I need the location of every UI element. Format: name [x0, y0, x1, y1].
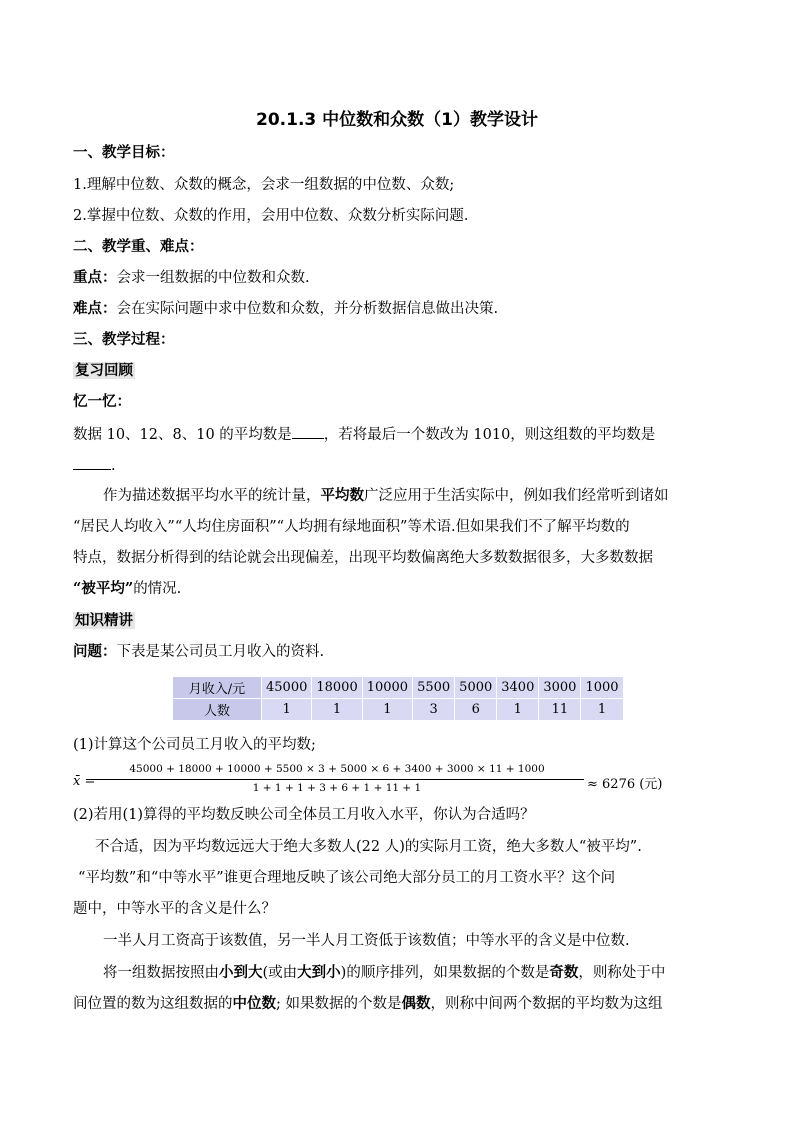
table-cell: 1 — [497, 699, 539, 721]
para1-text-a: 作为描述数据平均水平的统计量， — [103, 488, 321, 504]
table-header-count: 人数 — [173, 699, 262, 721]
def-bold: 奇数 — [549, 964, 579, 981]
review-tag-line — [73, 361, 135, 381]
answer-blank-1 — [292, 424, 324, 439]
def-text: ; 如果数据的个数是 — [276, 996, 402, 1012]
table-cell: 3 — [413, 699, 455, 721]
table-row — [173, 699, 624, 721]
table-cell: 3000 — [539, 677, 581, 699]
table-cell: 1 — [362, 699, 412, 721]
definition-line1 — [103, 963, 665, 983]
recall-question-part1: 数据 10、12、8、10 的平均数是 — [73, 427, 292, 443]
answer-blank-2 — [73, 455, 111, 470]
hard-point — [73, 299, 498, 319]
definition-line2 — [73, 994, 663, 1014]
problem-line — [73, 642, 324, 662]
goal-item-2: 2.掌握中位数、众数的作用，会用中位数、众数分析实际问题. — [73, 208, 469, 224]
problem-label: 问题： — [73, 643, 117, 660]
key-point — [73, 268, 310, 288]
def-bold: 大到小 — [297, 964, 341, 981]
formula-denominator: 1 + 1 + 1 + 3 + 6 + 1 + 11 + 1 — [252, 782, 422, 794]
recall-question-part2: ，若将最后一个数改为 1010，则这组数的平均数是 — [323, 427, 656, 443]
def-bold: 偶数 — [401, 995, 431, 1012]
def-text: 将一组数据按照由 — [103, 965, 219, 981]
formula-xbar: x̄ = — [73, 774, 96, 789]
knowledge-tag-line — [73, 611, 135, 631]
review-tag: 复习回顾 — [75, 362, 133, 379]
answer-2-line1: “平均数”和“中等水平”谁更合理地反映了该公司绝大部分员工的月工资水平？这个问 — [78, 870, 616, 886]
table-cell: 1000 — [581, 677, 623, 699]
para1-bold-mean: 平均数 — [320, 487, 364, 504]
knowledge-tag: 知识精讲 — [75, 612, 133, 629]
table-cell: 1 — [312, 699, 362, 721]
question-2: (2)若用(1)算得的平均数反映公司全体员工月收入水平，你认为合适吗？ — [73, 807, 535, 823]
question-1: (1)计算这个公司员工月收入的平均数; — [73, 737, 316, 753]
table-cell: 3400 — [497, 677, 539, 699]
table-cell: 10000 — [362, 677, 412, 699]
mean-formula — [73, 762, 663, 798]
answer-1: 不合适，因为平均数远远大于绝大多数人(22 人)的实际月工资，绝大多数人“被平均”. — [95, 839, 642, 855]
para1-bold-averaged: “被平均” — [73, 580, 134, 597]
para1-line2: “居民人均收入”“人均住房面积”“人均拥有绿地面积”等术语.但如果我们不了解平均数的 — [73, 519, 630, 535]
recall-question-cont — [73, 455, 116, 476]
para1-line4 — [73, 579, 181, 599]
key-text: 会求一组数据的中位数和众数. — [116, 270, 310, 286]
table-row — [173, 677, 624, 699]
answer-3: 一半人月工资高于该数值，另一半人月工资低于该数值；中等水平的含义是中位数. — [103, 933, 630, 949]
goal-item-1: 1.理解中位数、众数的概念，会求一组数据的中位数、众数; — [73, 177, 455, 193]
fraction-bar — [90, 779, 584, 780]
page-title: 20.1.3 中位数和众数（1）教学设计 — [256, 110, 538, 130]
para1-text-c: 广泛应用于生活实际中，例如我们经常听到诸如 — [364, 488, 669, 504]
recall-heading: 忆一忆： — [73, 393, 131, 410]
key-label: 重点： — [73, 269, 117, 286]
table-cell: 1 — [262, 699, 312, 721]
hard-label: 难点： — [73, 300, 117, 317]
table-header-income: 月收入/元 — [173, 677, 262, 699]
formula-numerator: 45000 + 18000 + 10000 + 5500 × 3 + 5000 × 6 + 3400 + 3000 × 11 + 1000 — [129, 763, 545, 775]
table-cell: 11 — [539, 699, 581, 721]
table-cell: 18000 — [312, 677, 362, 699]
def-text: ，则称中间两个数据的平均数为这组 — [430, 996, 663, 1012]
section-heading-keypoints: 二、教学重、难点： — [73, 238, 204, 255]
table-cell: 5000 — [455, 677, 497, 699]
def-text: 间位置的数为这组数据的 — [73, 996, 233, 1012]
recall-question-end: . — [111, 458, 116, 474]
problem-text: 下表是某公司员工月收入的资料. — [116, 644, 325, 660]
section-heading-process: 三、教学过程： — [73, 331, 175, 348]
table-cell: 6 — [455, 699, 497, 721]
def-bold: 中位数 — [232, 995, 276, 1012]
hard-text: 会在实际问题中求中位数和众数，并分析数据信息做出决策. — [116, 301, 499, 317]
formula-result: ≈ 6276 (元) — [587, 777, 663, 792]
para1-line1 — [103, 486, 669, 506]
income-table — [172, 676, 624, 721]
table-cell: 1 — [581, 699, 623, 721]
def-text: ，则称处于中 — [578, 965, 666, 981]
para1-line3: 特点，数据分析得到的结论就会出现偏差，出现平均数偏离绝大多数数据很多，大多数数据 — [73, 550, 653, 566]
answer-2-line2: 题中，中等水平的含义是什么？ — [73, 901, 276, 917]
para1-text-end: 的情况. — [133, 581, 182, 597]
def-text: (或由 — [262, 965, 298, 981]
recall-question — [73, 424, 655, 445]
def-text: )的顺序排列，如果数据的个数是 — [340, 965, 550, 981]
def-bold: 小到大 — [219, 964, 263, 981]
table-cell: 5500 — [413, 677, 455, 699]
table-cell: 45000 — [262, 677, 312, 699]
section-heading-goals: 一、教学目标： — [73, 144, 175, 161]
